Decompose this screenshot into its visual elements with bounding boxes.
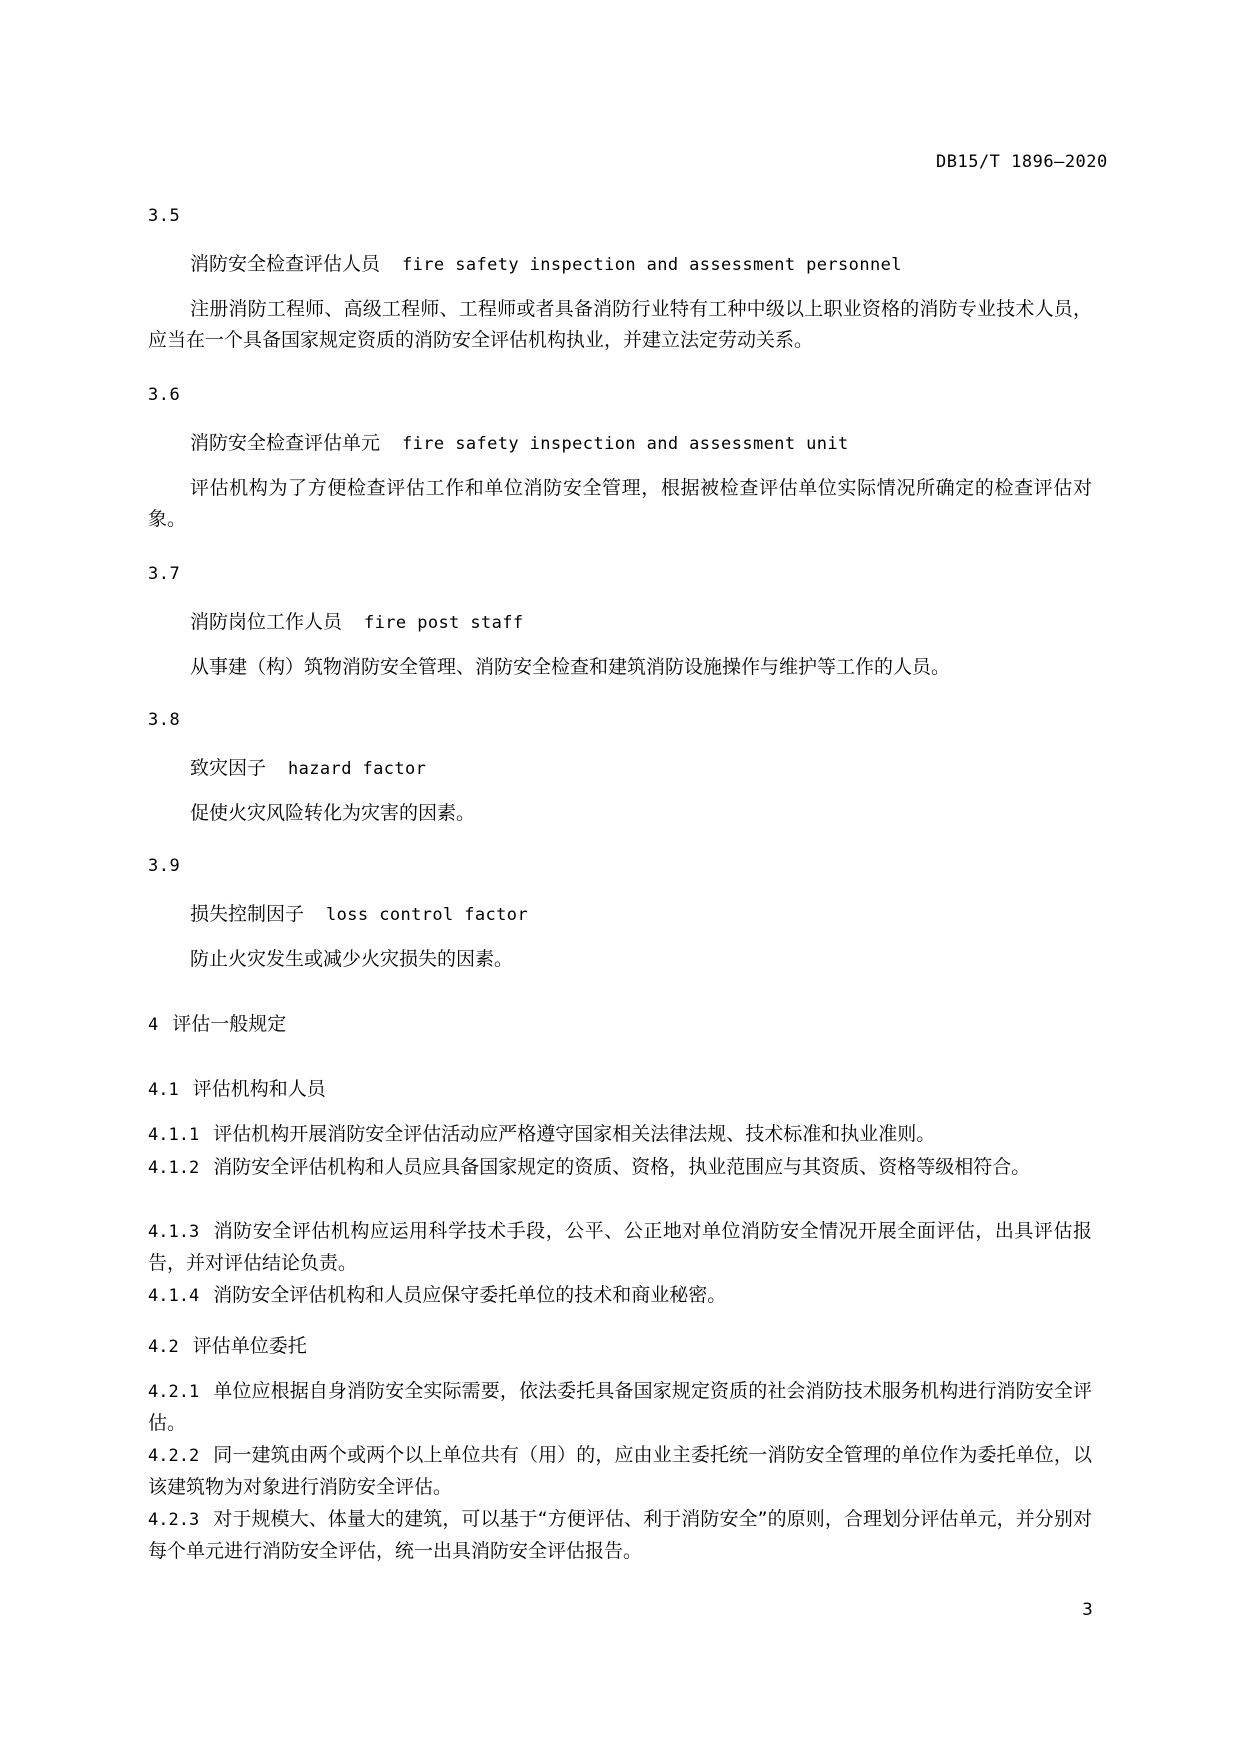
term-english: fire safety inspection and assessment unit xyxy=(402,434,849,454)
term-title xyxy=(190,756,426,781)
term-english: fire safety inspection and assessment personnel xyxy=(402,255,902,275)
term-number: 3.9 xyxy=(148,856,181,876)
term-number: 3.7 xyxy=(148,564,181,584)
term-chinese: 消防安全检查评估单元 xyxy=(190,432,381,454)
clause-text: 消防安全评估机构和人员应保守委托单位的技术和商业秘密。 xyxy=(213,1284,727,1306)
clause-text: 消防安全评估机构和人员应具备国家规定的资质、资格，执业范围应与其资质、资格等级相符合。 xyxy=(213,1156,1031,1178)
term-chinese: 致灾因子 xyxy=(190,757,267,779)
page-number: 3 xyxy=(1082,1600,1093,1620)
clause-text: 消防安全评估机构应运用科学技术手段，公平、公正地对单位消防安全情况开展全面评估，出具评估报告，并对评估结论负责。 xyxy=(148,1220,1092,1274)
section-number: 4 xyxy=(148,1015,159,1035)
clause-text: 同一建筑由两个或两个以上单位共有（用）的，应由业主委托统一消防安全管理的单位作为委托单位，以该建筑物为对象进行消防安全评估。 xyxy=(148,1444,1092,1498)
term-number: 3.8 xyxy=(148,710,181,730)
term-chinese: 损失控制因子 xyxy=(190,903,305,925)
subsection-title: 评估单位委托 xyxy=(192,1335,307,1357)
clause xyxy=(148,1119,1092,1151)
subsection-number: 4.2 xyxy=(148,1337,179,1357)
term-english: hazard factor xyxy=(288,759,427,779)
term-number: 3.6 xyxy=(148,385,181,405)
clause xyxy=(148,1280,1092,1312)
section-heading xyxy=(148,1012,286,1037)
clause xyxy=(148,1152,1092,1184)
clause-number: 4.2.3 xyxy=(148,1510,200,1530)
term-definition: 促使火灾风险转化为灾害的因素。 xyxy=(190,802,476,824)
clause-text: 评估机构开展消防安全评估活动应严格遵守国家相关法律法规、技术标准和执业准则。 xyxy=(213,1123,936,1145)
clause-number: 4.1.3 xyxy=(148,1222,200,1242)
section-title: 评估一般规定 xyxy=(172,1013,287,1035)
term-definition: 从事建（构）筑物消防安全管理、消防安全检查和建筑消防设施操作与维护等工作的人员。 xyxy=(190,656,951,678)
term-english: fire post staff xyxy=(364,613,524,633)
clause xyxy=(148,1216,1092,1279)
clause xyxy=(148,1376,1092,1439)
clause-number: 4.1.2 xyxy=(148,1158,200,1178)
term-number: 3.5 xyxy=(148,206,181,226)
document-code: DB15/T 1896—2020 xyxy=(936,152,1108,172)
term-chinese: 消防安全检查评估人员 xyxy=(190,253,381,275)
clause-number: 4.1.1 xyxy=(148,1125,200,1145)
term-english: loss control factor xyxy=(326,905,529,925)
clause-text: 对于规模大、体量大的建筑，可以基于“方便评估、利于消防安全”的原则，合理划分评估单元，并分别对每个单元进行消防安全评估，统一出具消防安全评估报告。 xyxy=(148,1508,1092,1562)
term-definition: 评估机构为了方便检查评估工作和单位消防安全管理，根据被检查评估单位实际情况所确定的检查评估对象。 xyxy=(148,477,1092,530)
subsection-title: 评估机构和人员 xyxy=(192,1078,326,1100)
term-title xyxy=(190,431,849,456)
subsection-heading xyxy=(148,1077,326,1102)
term-title xyxy=(190,252,902,277)
clause-text: 单位应根据自身消防安全实际需要，依法委托具备国家规定资质的社会消防技术服务机构进行消防安全评估。 xyxy=(148,1380,1092,1434)
clause-number: 4.2.2 xyxy=(148,1446,200,1466)
subsection-number: 4.1 xyxy=(148,1080,179,1100)
term-title xyxy=(190,610,524,635)
clause xyxy=(148,1440,1092,1503)
term-definition: 防止火灾发生或减少火灾损失的因素。 xyxy=(190,948,514,970)
subsection-heading xyxy=(148,1334,307,1359)
term-title xyxy=(190,902,528,927)
term-definition: 注册消防工程师、高级工程师、工程师或者具备消防行业特有工种中级以上职业资格的消防专业技术人员，应当在一个具备国家规定资质的消防安全评估机构执业，并建立法定劳动关系。 xyxy=(148,298,1092,351)
term-chinese: 消防岗位工作人员 xyxy=(190,611,343,633)
clause xyxy=(148,1504,1092,1567)
clause-number: 4.1.4 xyxy=(148,1286,200,1306)
clause-number: 4.2.1 xyxy=(148,1382,200,1402)
